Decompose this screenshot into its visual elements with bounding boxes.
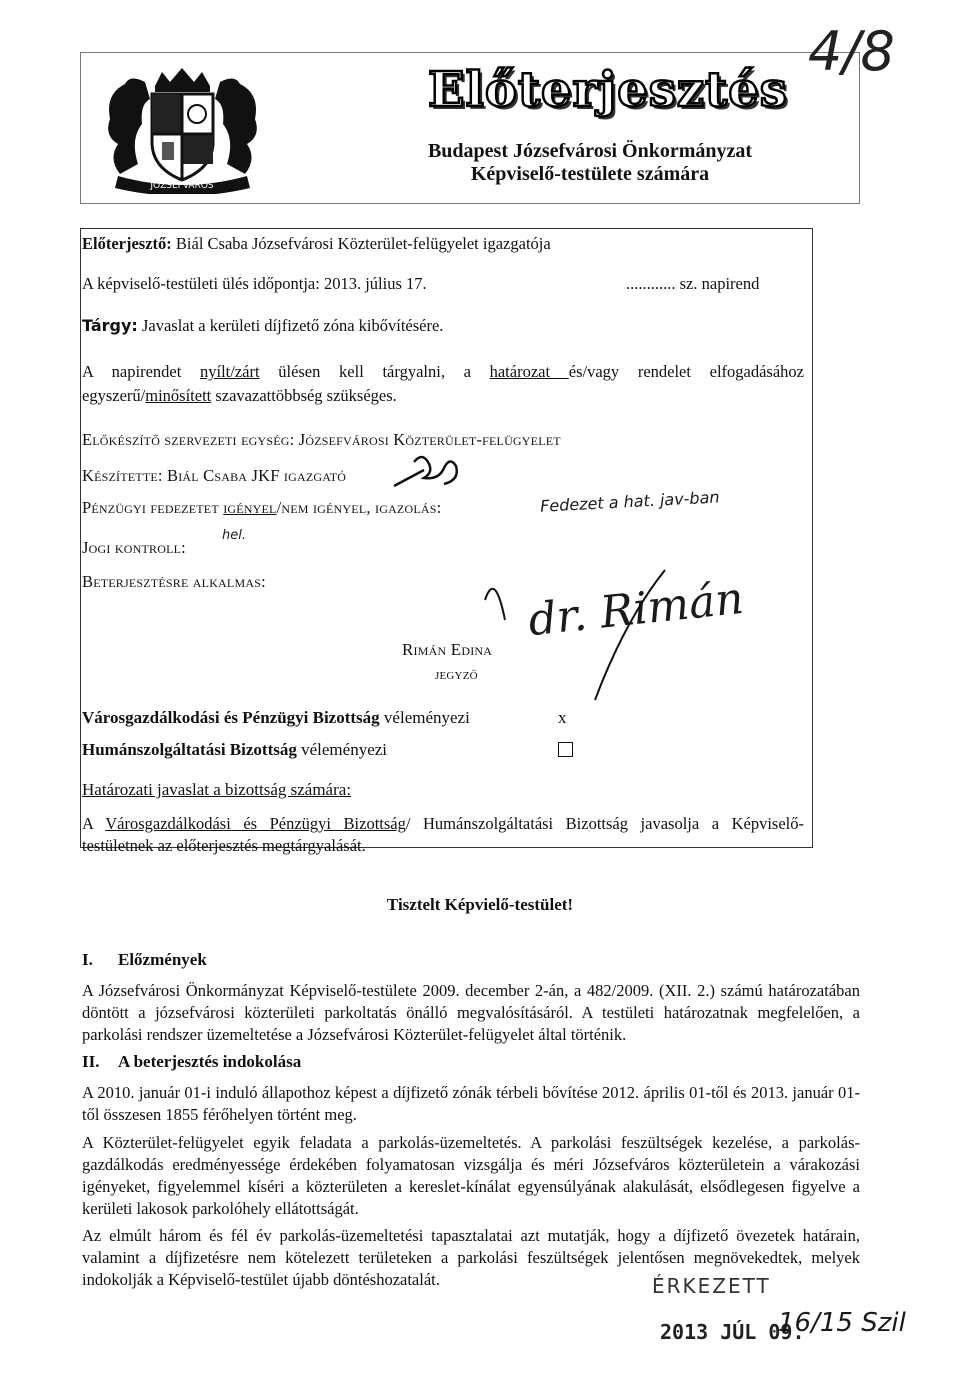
presenter-line [82,234,551,254]
section-1-title: Előzmények [118,950,207,969]
presenter-label: Előterjesztő: [82,234,172,253]
clerk-title: jegyző [435,666,478,683]
section-2-paragraph-1: A 2010. január 01-i induló állapothoz képest a díjfizető zónák térbeli bővítése 2012. április 01-től és 2013. január 01-től összesen 1855 férőhelyen történt meg. [82,1083,860,1124]
financial-handwritten-note: Fedezet a hat. jav-ban [539,487,720,516]
section-2-paragraph-3: Az elmúlt három és fél év parkolás-üzemeltetési tapasztalatai azt mutatják, hogy a díjfizető övezetek határain, valamint a díjfizetésre nem kötelezett területeken a parkolási feszültségek jelentősen megnövekedtek, melyek indokolják a Képviselő-testület újabb döntéshozatalát. [82,1226,860,1289]
document-type-title: Előterjesztés [428,62,788,118]
resolution-text: A [82,814,106,833]
resolution-text: / Humánszolgáltatási Bizottság javasolja a Képviselő- [405,814,804,833]
received-stamp-label: ÉRKEZETT [652,1274,771,1298]
received-stamp-handwriting: 16/15 Szil [778,1308,906,1338]
financial-label: /nem igényel, igazolás: [276,498,442,517]
received-stamp-date: 2013 JÚL 09. [660,1320,805,1344]
resolution-line-1 [82,814,804,834]
coat-of-arms-icon [100,64,265,194]
subject-value: Javaslat a kerületi díjfizető zóna kibővítésére. [137,316,444,335]
committee-2-name: Humánszolgáltatási Bizottság [82,740,297,759]
section-2-number: II. [82,1052,100,1071]
approval-label: Beterjesztésre alkalmas: [82,572,266,591]
committee-1-action: véleményezi [379,708,470,727]
prepared-by: Készítette: Biál Csaba JKF igazgató [82,466,347,485]
agenda-item-number: ............ sz. napirend [626,274,760,293]
committee-1-line [82,708,470,728]
committee-2-checkbox [558,742,573,757]
clerk-signature: dr. Rimán [525,572,746,647]
legal-control-label: Jogi kontroll: [82,538,186,557]
preparing-unit: Előkészítő szervezeti egység: Józsefvárosi Közterület-felügyelet [82,430,561,449]
committee-2-action: véleményezi [296,740,388,759]
procedure-text: ülésen kell tárgyalni, a [259,362,490,381]
procedure-text: egyszerű/ [82,386,146,405]
procedure-line-2 [82,386,397,406]
financial-required: igényel [223,498,277,517]
section-2-title: A beterjesztés indokolása [118,1052,302,1071]
financial-coverage [82,498,441,518]
meeting-date: A képviselő-testületi ülés időpontja: 2013. július 17. [82,274,427,293]
section-1-number: I. [82,950,93,969]
subject-label: Tárgy: [82,316,138,335]
section-2-paragraph-2: A Közterület-felügyelet egyik feladata a parkolás-üzemeltetés. A parkolási feszültségek kezelése, a parkolás-gazdálkodás eredményessége érdekében folyamatosan vizsgálja és méri Józsefváros közterületein a várakozási igényeket, figyelemmel kíséri a közterületen a kereslet-kínálat egyensúlyának alakulását, elsődlegesen figyelve a kerületi lakosok parkolóhely ellátottságát. [82,1133,860,1218]
procedure-text: szavazattöbbség szükséges. [211,386,397,405]
resolution-committee: Városgazdálkodási és Pénzügyi Bizottság [105,814,406,833]
signature-strokes-icon [425,560,695,710]
initials-signature-icon [384,450,494,490]
procedure-line-1 [82,362,804,382]
financial-label: Pénzügyi fedezetet [82,498,224,517]
institution-name: Budapest Józsefvárosi Önkormányzat [427,140,753,162]
procedure-session-type: nyílt/zárt [199,362,260,381]
committee-1-name: Városgazdálkodási és Pénzügyi Bizottság [82,708,380,727]
procedure-majority-type: minősített [145,386,212,405]
crest-ribbon-text: JÓZSEFVÁROS [150,181,214,191]
clerk-name: Rimán Edina [402,640,493,659]
handwritten-file-number: 4/8 [808,20,895,83]
section-1-text: A Józsefvárosi Önkormányzat Képviselő-testülete 2009. december 2-án, a 482/2009. (XII. 2.) számú határozatában döntött a józsefvárosi közterületi parkoltatás önálló megvalósításáról. A testületi határozatnak megfelelően, a parkolási rendszer üzemeltetése a Józsefvárosi Közterület-felügyelet által történik. [82,981,860,1044]
legal-control-handwriting: hel. [222,528,246,543]
resolution-line-2: testületnek az előterjesztés megtárgyalását. [82,836,366,855]
resolution-heading: Határozati javaslat a bizottság számára: [82,780,352,799]
procedure-decision-type: határozat [489,362,569,381]
procedure-text: A napirendet [82,362,200,381]
salutation: Tisztelt Képvielő-testület! [386,895,574,914]
institution-body: Képviselő-testülete számára [470,163,710,185]
presenter-value: Biál Csaba Józsefvárosi Közterület-felügyelet igazgatója [171,234,551,253]
subject-line [82,316,443,336]
procedure-text: és/vagy rendelet elfogadásához [568,362,804,381]
committee-1-checkbox-mark: x [558,708,567,727]
committee-2-line [82,740,387,760]
